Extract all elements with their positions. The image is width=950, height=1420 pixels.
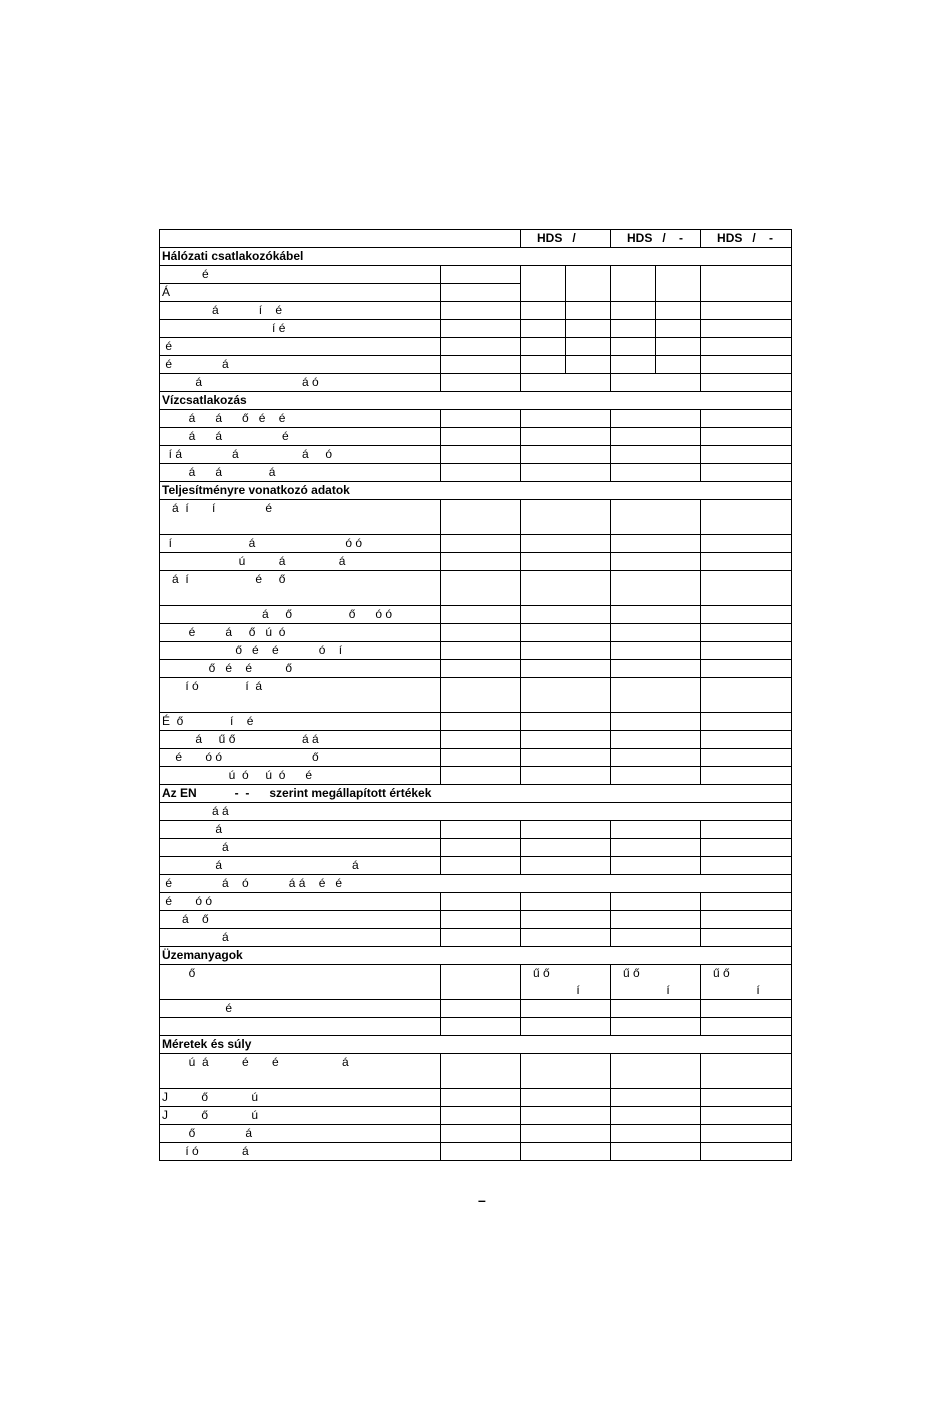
row-label: á á é bbox=[160, 428, 441, 446]
table-row bbox=[160, 1000, 792, 1018]
table-row bbox=[160, 1107, 792, 1125]
table-row bbox=[160, 571, 792, 606]
row-label: í é bbox=[160, 320, 441, 338]
section-title-consumables: Üzemanyagok bbox=[160, 947, 792, 965]
table-row bbox=[160, 302, 792, 320]
row-label: á í é bbox=[160, 302, 441, 320]
row-label: é ó ó bbox=[160, 893, 441, 911]
table-row bbox=[160, 1018, 792, 1036]
table-row bbox=[160, 266, 792, 284]
row-label: ő á bbox=[160, 1125, 441, 1143]
table-row bbox=[160, 642, 792, 660]
row-label: É ő í é bbox=[160, 713, 441, 731]
section-title-dimensions: Méretek és súly bbox=[160, 1036, 792, 1054]
row-label: J ő ú bbox=[160, 1089, 441, 1107]
section-title-water: Vízcsatlakozás bbox=[160, 392, 792, 410]
row-label: ú ó ú ó é bbox=[160, 767, 441, 785]
table-row bbox=[160, 911, 792, 929]
technical-data-table bbox=[159, 229, 792, 1161]
table-row bbox=[160, 1054, 792, 1089]
table-row bbox=[160, 713, 792, 731]
table-row bbox=[160, 338, 792, 356]
section-title-en-part: Az EN bbox=[162, 786, 197, 800]
table-row bbox=[160, 606, 792, 624]
section-row bbox=[160, 947, 792, 965]
row-label: í á ó ó bbox=[160, 535, 441, 553]
row-label: ő bbox=[160, 965, 441, 1000]
header-model-3: HDS / - bbox=[701, 230, 792, 248]
table-row bbox=[160, 839, 792, 857]
section-row bbox=[160, 248, 792, 266]
row-label: ú á é é á bbox=[160, 1054, 441, 1089]
row-label bbox=[160, 1018, 441, 1036]
table-header-row bbox=[160, 230, 792, 248]
table-row bbox=[160, 660, 792, 678]
table-row bbox=[160, 1125, 792, 1143]
row-label: á á ő é é bbox=[160, 410, 441, 428]
section-row bbox=[160, 392, 792, 410]
table-row bbox=[160, 500, 792, 535]
table-row bbox=[160, 749, 792, 767]
table-row bbox=[160, 1089, 792, 1107]
table-row bbox=[160, 320, 792, 338]
section-title-power-cable: Hálózati csatlakozókábel bbox=[160, 248, 792, 266]
section-title-performance: Teljesítményre vonatkozó adatok bbox=[160, 482, 792, 500]
table-row bbox=[160, 553, 792, 571]
table-row bbox=[160, 446, 792, 464]
row-label: á í í é bbox=[160, 500, 441, 535]
row-label: á ő ő ó ó bbox=[160, 606, 441, 624]
table-row bbox=[160, 767, 792, 785]
table-row bbox=[160, 464, 792, 482]
row-label: ő é é ó í bbox=[160, 642, 441, 660]
header-model-2: HDS / - bbox=[611, 230, 701, 248]
table-row bbox=[160, 929, 792, 947]
section-title-en-rest: szerint megállapított értékek bbox=[269, 786, 432, 800]
row-label: é á ő ú ó bbox=[160, 624, 441, 642]
table-row bbox=[160, 731, 792, 749]
table-row bbox=[160, 410, 792, 428]
row-label: á á á bbox=[160, 464, 441, 482]
section-row bbox=[160, 482, 792, 500]
row-label: é bbox=[160, 338, 441, 356]
table-row bbox=[160, 1143, 792, 1161]
table-row bbox=[160, 875, 792, 893]
row-label: á bbox=[160, 821, 441, 839]
table-row bbox=[160, 428, 792, 446]
row-label: J ő ú bbox=[160, 1107, 441, 1125]
row-label: í ó á bbox=[160, 1143, 441, 1161]
header-model-1: HDS / bbox=[521, 230, 611, 248]
row-label: á á ó bbox=[160, 374, 441, 392]
table-row bbox=[160, 535, 792, 553]
section-row bbox=[160, 1036, 792, 1054]
row-label: í ó í á bbox=[160, 678, 441, 713]
fuel-cell-3: ű ő í bbox=[701, 965, 792, 1000]
section-title-en-dashes: - - bbox=[234, 786, 250, 800]
table-row bbox=[160, 284, 792, 302]
row-label: á ű ő á á bbox=[160, 731, 441, 749]
row-label: á ő bbox=[160, 911, 441, 929]
fuel-cell-1: ű ő í bbox=[521, 965, 611, 1000]
table-row bbox=[160, 356, 792, 374]
table-row bbox=[160, 803, 792, 821]
row-label: é bbox=[160, 266, 441, 284]
table-row bbox=[160, 893, 792, 911]
table-row bbox=[160, 624, 792, 642]
row-label: á á bbox=[160, 803, 792, 821]
row-label: é bbox=[160, 1000, 441, 1018]
row-label: é á ó á á é é bbox=[160, 875, 792, 893]
table-row bbox=[160, 857, 792, 875]
row-label: é á bbox=[160, 356, 441, 374]
table-row bbox=[160, 965, 792, 1000]
table-row bbox=[160, 374, 792, 392]
row-label: á á bbox=[160, 857, 441, 875]
table-row bbox=[160, 678, 792, 713]
header-empty-cell bbox=[160, 230, 521, 248]
row-label: á bbox=[160, 839, 441, 857]
row-label: á í é ő bbox=[160, 571, 441, 606]
row-label: é ó ó ő bbox=[160, 749, 441, 767]
table-row bbox=[160, 821, 792, 839]
row-label: ő é é ő bbox=[160, 660, 441, 678]
section-row bbox=[160, 785, 792, 803]
page-number: – bbox=[478, 1192, 486, 1208]
row-label: í á á á ó bbox=[160, 446, 441, 464]
row-label: á bbox=[160, 929, 441, 947]
fuel-cell-2: ű ő í bbox=[611, 965, 701, 1000]
section-title-en-values bbox=[160, 785, 792, 803]
row-label: ú á á bbox=[160, 553, 441, 571]
row-label: Á bbox=[160, 284, 441, 302]
